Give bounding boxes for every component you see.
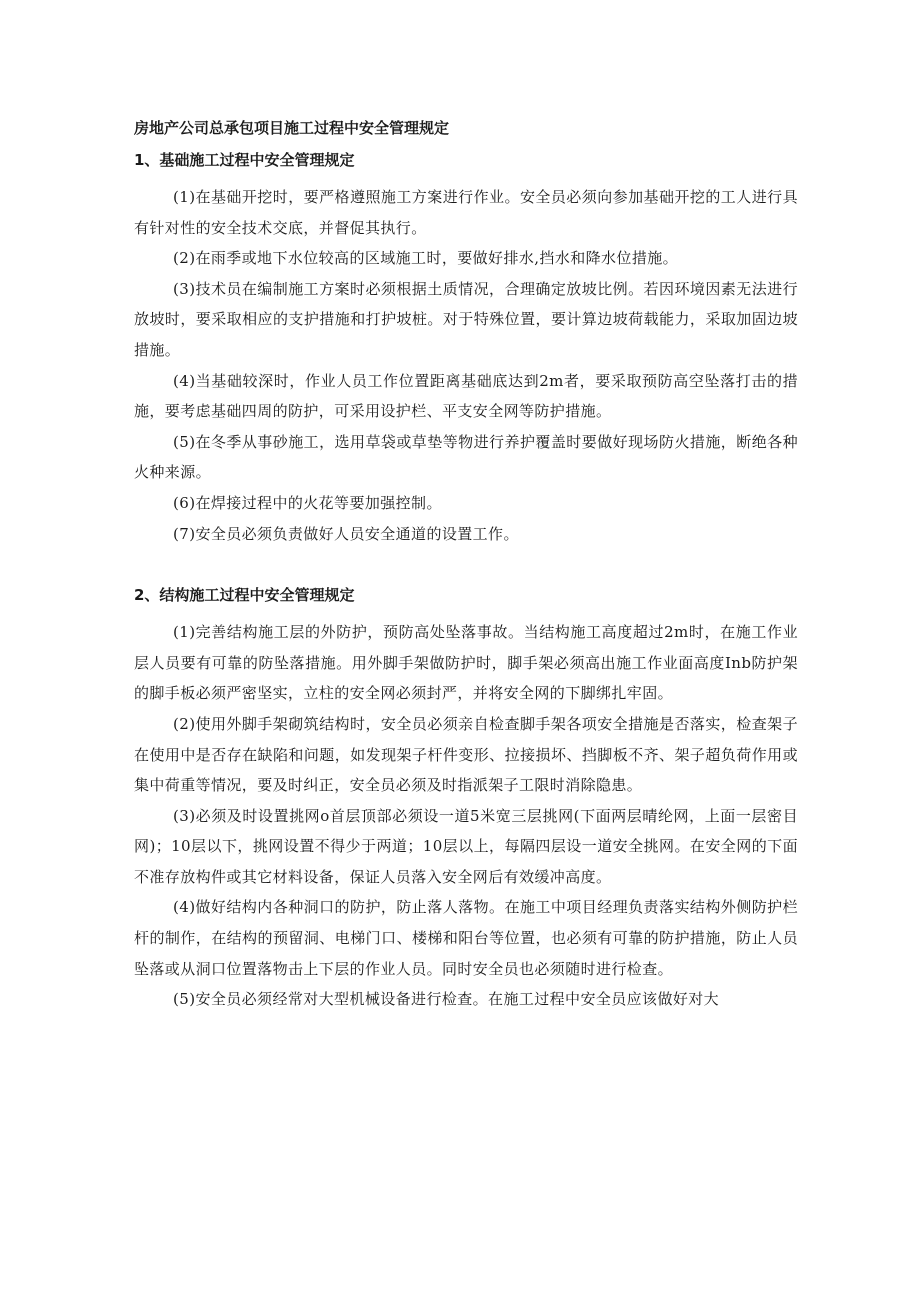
paragraph: (6)在焊接过程中的火花等要加强控制。 [173,493,442,512]
section-structure [134,579,798,1015]
paragraph: (7)安全员必须负责做好人员安全通道的设置工作。 [173,524,519,543]
document-title: 房地产公司总承包项目施工过程中安全管理规定 [134,119,450,137]
paragraph: (1)在基础开挖时，要严格遵照施工方案进行作业。安全员必须向参加基础开挖的工人进行具有针对性的安全技术交底，并督促其执行。 [134,188,798,237]
section-heading: 2、结构施工过程中安全管理规定 [134,586,355,605]
paragraph: (2)使用外脚手架砌筑结构时，安全员必须亲自检查脚手架各项安全措施是否落实，检查架子在使用中是否存在缺陷和问题，如发现架子杆件变形、拉接损坏、挡脚板不齐、架子超负荷作用或集中荷重等情况，要及时纠正，安全员必须及时指派架子工限时消除隐患。 [134,714,798,795]
paragraph: (2)在雨季或地下水位较高的区域施工时，要做好排水,挡水和降水位措施。 [173,249,679,268]
paragraph: (3)技术员在编制施工方案时必须根据土质情况，合理确定放坡比例。若因环境因素无法进行放坡时，要采取相应的支护措施和打护坡桩。对于特殊位置，要计算边坡荷载能力，采取加固边坡措施。 [134,279,798,359]
paragraph: (3)必须及时设置挑网o首层顶部必须设一道5米宽三层挑网(下面两层晴纶网，上面一层密目网)；10层以下，挑网设置不得少于两道；10层以上，每隔四层设一道安全挑网。在安全网的下面不准存放构件或其它材料设备，保证人员落入安全网后有效缓冲高度。 [134,806,798,886]
paragraph: (5)在冬季从事砂施工，选用草袋或草垫等物进行养护覆盖时要做好现场防火措施，断绝各种火种来源。 [134,432,798,482]
section-heading: 1、基础施工过程中安全管理规定 [134,151,355,169]
paragraph: (1)完善结构施工层的外防护，预防高处坠落事故。当结构施工高度超过2m时，在施工作业层人员要有可靠的防坠落措施。用外脚手架做防护时，脚手架必须高出施工作业面高度Inb防护架的脚手板必须严密坚实，立柱的安全网必须封严，并将安全网的下脚绑扎牢固。 [134,623,798,703]
paragraph: (4)做好结构内各种洞口的防护，防止落人落物。在施工中项目经理负责落实结构外侧防护栏杆的制作，在结构的预留洞、电梯门口、楼梯和阳台等位置，也必须有可靠的防护措施，防止人员坠落或从洞口位置落物击上下层的作业人员。同时安全员也必须随时进行检查。 [134,898,798,978]
paragraph: (4)当基础较深时，作业人员工作位置距离基础底达到2m者，要采取预防高空坠落打击的措施，要考虑基础四周的防护，可采用设护栏、平支安全网等防护措施。 [134,371,798,421]
paragraph: (5)安全员必须经常对大型机械设备进行检查。在施工过程中安全员应该做好对大 [173,990,720,1009]
section-foundation [134,144,798,549]
document-page [134,112,798,1015]
